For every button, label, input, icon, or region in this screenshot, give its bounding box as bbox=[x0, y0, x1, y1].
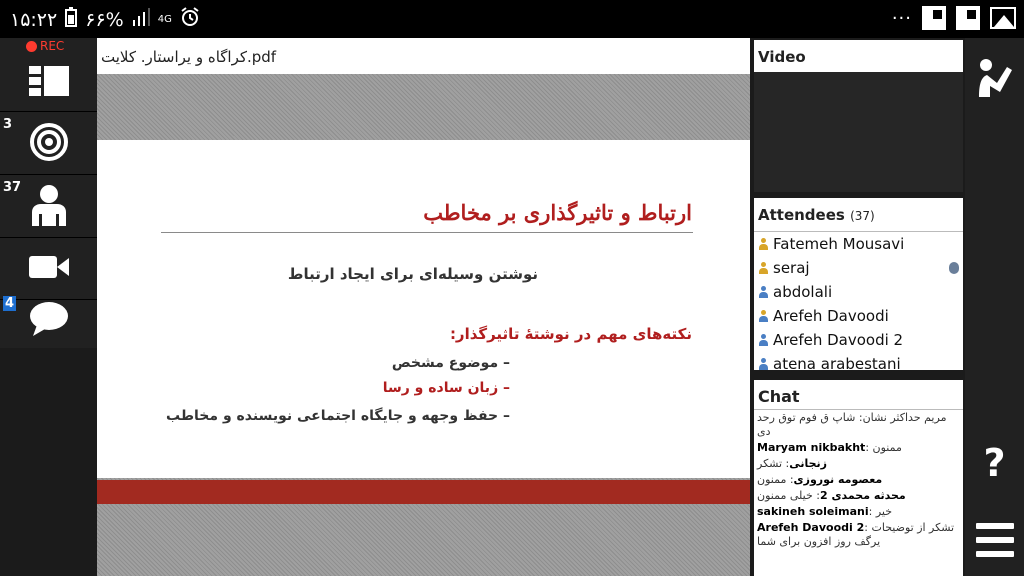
rec-indicator bbox=[26, 39, 64, 53]
chat-message bbox=[754, 488, 963, 504]
slide bbox=[97, 140, 750, 478]
document-filename: کراگاه و یراستار. کلایت.pdf bbox=[97, 38, 750, 74]
attendee-name: abdolali bbox=[773, 283, 833, 301]
rec-dot-icon bbox=[26, 41, 37, 52]
image-icon bbox=[990, 7, 1016, 29]
target-icon bbox=[29, 122, 69, 166]
chat-button[interactable] bbox=[0, 292, 97, 350]
user-icon bbox=[758, 358, 769, 370]
attendee-item[interactable] bbox=[754, 280, 963, 304]
attendees-count: (37) bbox=[850, 209, 875, 223]
chat-panel bbox=[754, 380, 963, 576]
rec-label: REC bbox=[40, 39, 65, 53]
overflow-dots[interactable]: ··· bbox=[891, 7, 912, 29]
chat-bubble-icon bbox=[29, 301, 69, 341]
network-type: 4G bbox=[157, 13, 172, 25]
chat-badge: 4 bbox=[5, 296, 15, 311]
video-panel-title: Video bbox=[754, 40, 963, 72]
chat-message bbox=[754, 504, 963, 520]
attendees-title bbox=[754, 198, 963, 232]
moderator-icon bbox=[758, 262, 769, 274]
signal-icon bbox=[132, 8, 150, 31]
chat-title: Chat bbox=[754, 380, 963, 410]
slide-bullet: – حفظ وجهه و جایگاه اجتماعی نویسنده و مخاطب bbox=[166, 408, 510, 424]
status-bar bbox=[0, 0, 1024, 38]
polls-button[interactable] bbox=[0, 113, 97, 175]
presentation-button[interactable] bbox=[0, 54, 97, 112]
chat-sender: معصومه نوروزی bbox=[793, 473, 883, 486]
chat-messages[interactable] bbox=[754, 410, 963, 550]
chat-sender: sakineh soleimani bbox=[757, 505, 869, 518]
video-camera-icon bbox=[29, 254, 69, 284]
chat-sender: محدثه محمدی 2 bbox=[819, 489, 906, 502]
user-icon bbox=[758, 286, 769, 298]
attendee-item[interactable] bbox=[754, 232, 963, 256]
chat-sender: زنجانی bbox=[789, 457, 828, 470]
chat-text: : خیر bbox=[868, 505, 893, 518]
menu-button[interactable] bbox=[965, 510, 1024, 570]
chat-sender: Maryam nikbakht bbox=[757, 441, 866, 454]
attendee-name: seraj bbox=[773, 259, 810, 277]
participants-badge: 37 bbox=[3, 180, 22, 195]
attendee-name: atena arabestani bbox=[773, 355, 901, 373]
attendees-label: Attendees bbox=[758, 206, 845, 224]
chat-text: : تشکر bbox=[757, 457, 790, 470]
presentation-area bbox=[97, 38, 750, 576]
chat-message bbox=[754, 440, 963, 456]
attendee-name: Fatemeh Mousavi bbox=[773, 235, 905, 253]
right-toolbar bbox=[965, 38, 1024, 576]
menu-bar-icon bbox=[976, 523, 1014, 529]
attendee-item[interactable] bbox=[754, 304, 963, 328]
battery-icon bbox=[65, 7, 77, 32]
raise-hand-button[interactable] bbox=[965, 50, 1024, 110]
attendee-item[interactable] bbox=[754, 328, 963, 352]
window-icon-2 bbox=[956, 6, 980, 30]
status-bar-right bbox=[892, 6, 1016, 30]
video-panel bbox=[754, 40, 963, 192]
help-icon: ? bbox=[983, 441, 1006, 485]
attendee-name: Arefeh Davoodi bbox=[773, 307, 889, 325]
attendee-item[interactable] bbox=[754, 352, 963, 376]
chat-message bbox=[754, 410, 963, 440]
chat-text: : ممنون bbox=[757, 473, 794, 486]
left-toolbar bbox=[0, 38, 97, 348]
attendee-name: Arefeh Davoodi 2 bbox=[773, 331, 904, 349]
presenter-icon bbox=[758, 310, 769, 322]
microphone-icon bbox=[949, 262, 959, 274]
window-icon bbox=[922, 6, 946, 30]
slide-bullet: – زبان ساده و رسا bbox=[382, 380, 510, 396]
slide-divider bbox=[161, 232, 693, 233]
clock: ۱۵:۲۲ bbox=[10, 8, 58, 31]
help-button[interactable] bbox=[965, 433, 1024, 493]
slide-subtitle: نوشتن وسیله‌ای برای ایجاد ارتباط bbox=[287, 265, 538, 283]
chat-message bbox=[754, 472, 963, 488]
attendees-panel bbox=[754, 198, 963, 373]
raise-hand-icon bbox=[975, 57, 1015, 103]
chat-message bbox=[754, 456, 963, 472]
chat-text: : ممنون bbox=[865, 441, 902, 454]
slide-title: ارتباط و تاثیرگذاری بر مخاطب bbox=[423, 200, 692, 225]
user-icon bbox=[758, 334, 769, 346]
chat-text: مریم حداکثر نشان: شاپ ق فوم توق رحد دی bbox=[757, 411, 947, 438]
chat-sender: Arefeh Davoodi 2 bbox=[757, 521, 865, 534]
battery-percent: ۶۶% bbox=[85, 8, 124, 31]
camera-button[interactable] bbox=[0, 238, 97, 300]
chat-message bbox=[754, 520, 963, 550]
chat-text: : خیلی ممنون bbox=[757, 489, 820, 502]
slide-footer-band bbox=[97, 480, 750, 504]
menu-bar-icon bbox=[976, 551, 1014, 557]
menu-bar-icon bbox=[976, 537, 1014, 543]
layout-icon bbox=[29, 66, 69, 100]
attendees-list bbox=[754, 232, 963, 376]
status-bar-left bbox=[10, 7, 200, 32]
moderator-icon bbox=[758, 238, 769, 250]
chat-text: : تشکر از توضیحات یرگف روز افزون برای شما bbox=[757, 521, 955, 548]
participants-button[interactable] bbox=[0, 176, 97, 238]
slide-heading: نکته‌های مهم در نوشتهٔ تاثیرگذار: bbox=[449, 325, 692, 343]
person-icon bbox=[30, 184, 68, 230]
attendee-item[interactable] bbox=[754, 256, 963, 280]
polls-badge: 3 bbox=[3, 117, 13, 132]
slide-bullet: – موضوع مشخص bbox=[391, 355, 510, 371]
alarm-icon bbox=[180, 7, 200, 32]
